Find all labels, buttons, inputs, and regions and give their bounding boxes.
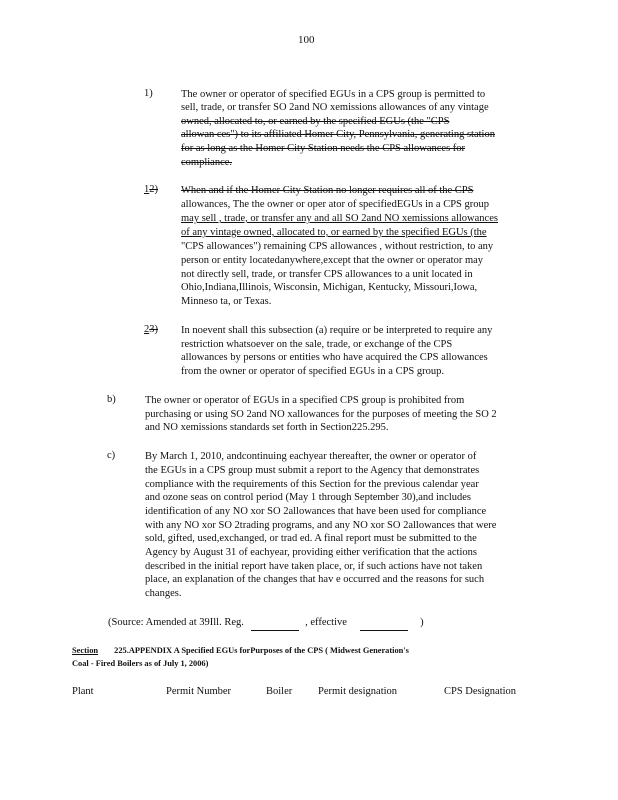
text-line: changes. [145,588,182,599]
struck-text-line: When and if the Homer City Station no longer requires all of the CPS [181,185,474,196]
item-marker [144,324,158,335]
text-line: sell, trade, or transfer SO 2and NO xemissions allowances of any vintage [181,102,489,113]
text-line: and NO xemissions standards set forth in Section225.295. [145,422,389,433]
text-line: The owner or operator of EGUs in a specified CPS group is prohibited from [145,395,465,406]
struck-text-line: compliance. [181,157,233,168]
column-header-permit-number: Permit Number [166,686,232,697]
column-header-cps-designation: CPS Designation [444,686,517,697]
text-line: By March 1, 2010, andcontinuing eachyear thereafter, the owner or operator of [145,451,477,462]
column-header-plant: Plant [72,686,94,697]
underlined-text-line: of any vintage owned, allocated to, or earned by the specified EGUs (the [181,227,487,238]
old-marker: 3) [149,324,158,335]
source-suffix: ) [420,617,424,628]
new-marker: 1 [144,184,150,195]
text-line: identification of any NO xor SO 2allowances that have been used for compliance [145,506,487,517]
text-line: In noevent shall this subsection (a) require or be interpreted to require any [181,325,493,336]
source-prefix: (Source: Amended at 39Ill. Reg. [108,617,244,628]
paragraph-marker: c) [107,450,116,461]
text-line: place, an explanation of the changes that hav e occurred and the reasons for such [145,574,485,585]
effective-date-blank [360,616,408,631]
text-line: purchasing or using SO 2and NO xallowances for the purposes of meeting the SO 2 [145,409,497,420]
text-line: restriction whatsoever on the sale, trade, or exchange of the CPS [181,339,453,350]
text-line: Minneso ta, or Texas. [181,296,272,307]
item-marker [144,184,158,195]
text-line: allowances, The the owner or oper ator of specifiedEGUs in a CPS group [181,199,490,210]
text-line: not directly sell, trade, or transfer CPS allowances to a unit located in [181,269,473,280]
text-line: described in the initial report have taken place, or, if such actions have not taken [145,561,483,572]
text-line: with any NO xor SO 2trading programs, and any NO xor SO 2allowances that were [145,520,497,531]
text-line: from the owner or operator of specified EGUs in a CPS group. [181,366,445,377]
text-line: compliance with the requirements of this Section for the previous calendar year [145,479,479,490]
underlined-text-line: may sell , trade, or transfer any and all SO 2and NO xemissions allowances [181,213,498,224]
text-line: sold, gifted, used,exchanged, or trad ed. A final report must be submitted to the [145,533,477,544]
text-line: the EGUs in a CPS group must submit a report to the Agency that demonstrates [145,465,480,476]
struck-text-line: owned, allocated to, or earned by the specified EGUs (the "CPS [181,116,450,127]
text-line: Ohio,Indiana,Illinois, Wisconsin, Michigan, Kentucky, Missouri,Iowa, [181,282,478,293]
text-line: The owner or operator of specified EGUs in a CPS group is permitted to [181,89,486,100]
section-label: Section [72,646,99,655]
column-header-permit-designation: Permit designation [318,686,398,697]
register-blank [251,616,299,631]
struck-text-line: for as long as the Homer City Station needs the CPS allowances for [181,143,466,154]
source-middle: , effective [305,617,347,628]
column-header-boiler: Boiler [266,686,293,697]
heading-text: 225.APPENDIX A Specified EGUs forPurposes of the CPS ( Midwest Generation's [114,646,409,655]
page-number: 100 [298,34,315,46]
text-line: person or entity locatedanywhere,except that the owner or operator may [181,255,484,266]
text-line: "CPS allowances") remaining CPS allowances , without restriction, to any [181,241,494,252]
text-line: Agency by August 31 of eachyear, providing either verification that the actions [145,547,477,558]
text-line: allowances by persons or entities who have acquired the CPS allowances [181,352,488,363]
old-marker: 2) [149,184,158,195]
new-marker: 2 [144,324,150,335]
item-marker: 1) [144,88,153,99]
text-line: and ozone seas on control period (May 1 through September 30),and includes [145,492,471,503]
paragraph-marker: b) [107,394,116,405]
struck-text-line: allowan ces") to its affiliated Homer City, Pennsylvania, generating station [181,129,495,140]
appendix-heading-line-1 [72,645,409,657]
appendix-heading-line-2: Coal - Fired Boilers as of July 1, 2006) [72,659,209,668]
source-note [108,616,424,631]
